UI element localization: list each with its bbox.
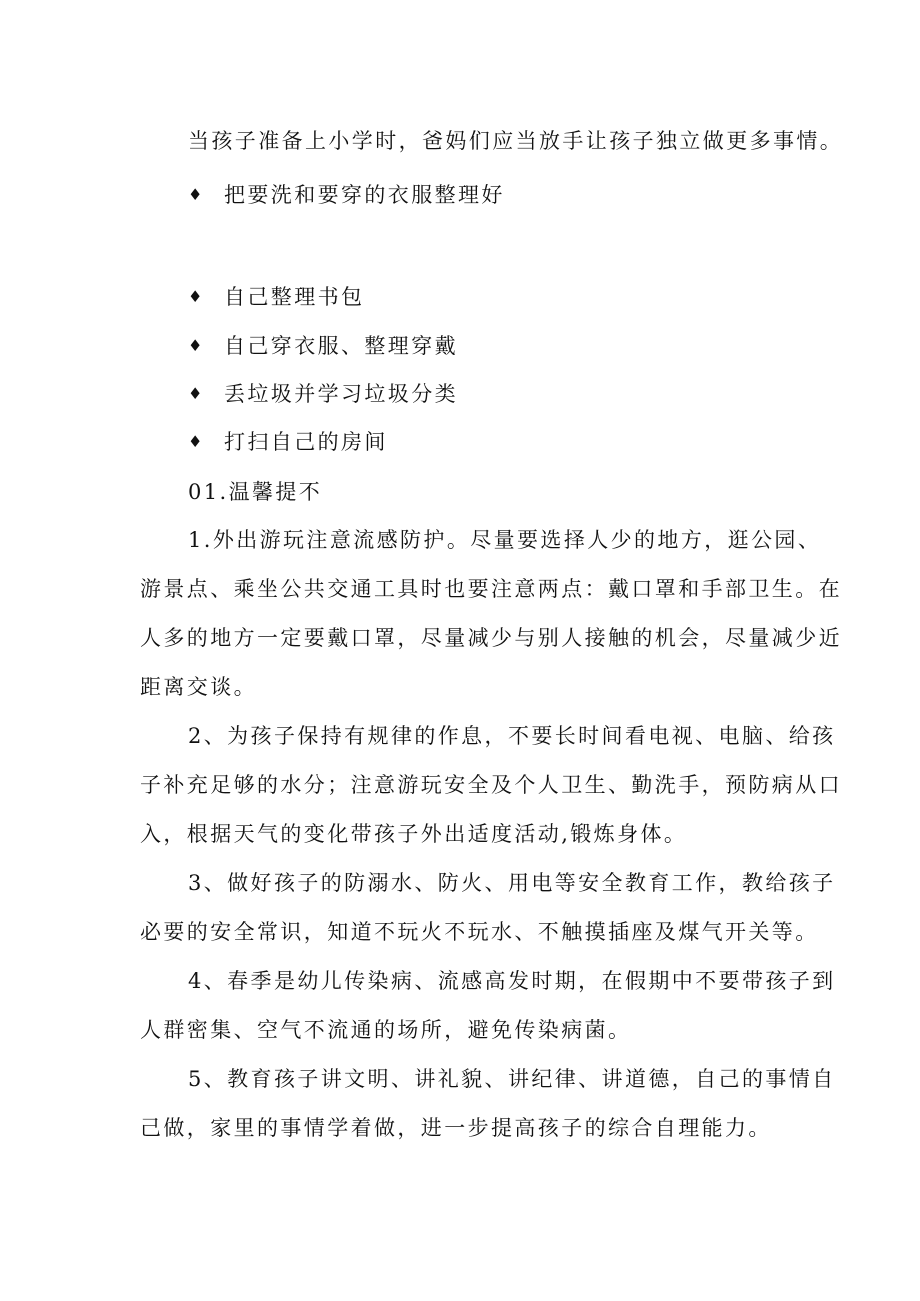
paragraph-line: 入，根据天气的变化带孩子外出适度活动,锻炼身体。: [140, 822, 688, 846]
diamond-bullet-icon: ♦: [188, 384, 203, 403]
paragraph-line: 距离交谈。: [140, 675, 257, 699]
paragraph-line: 3、做好孩子的防溺水、防火、用电等安全教育工作，教给孩子: [188, 871, 836, 895]
paragraph-line: 必要的安全常识，知道不玩火不玩水、不触摸插座及煤气开关等。: [140, 920, 819, 944]
paragraph-line: 4、春季是幼儿传染病、流感高发时期，在假期中不要带孩子到: [188, 969, 836, 993]
paragraph-line: 己做，家里的事情学着做，进一步提高孩子的综合自理能力。: [140, 1116, 772, 1140]
paragraph-line: 1.外出游玩注意流感防护。尽量要选择人少的地方，逛公园、: [188, 528, 822, 552]
paragraph-line: 2、为孩子保持有规律的作息，不要长时间看电视、电脑、给孩: [188, 724, 836, 748]
paragraph-line: 5、教育孩子讲文明、讲礼貌、讲纪律、讲道德，自己的事情自: [188, 1067, 836, 1091]
section-heading: 01.温馨提不: [188, 480, 323, 504]
paragraph-line: 人群密集、空气不流通的场所，避免传染病菌。: [140, 1018, 632, 1042]
list-item-text: 打扫自己的房间: [224, 430, 388, 454]
list-item-text: 把要洗和要穿的衣服整理好: [224, 183, 505, 207]
list-item-text: 自己整理书包: [224, 285, 365, 309]
paragraph-line: 人多的地方一定要戴口罩，尽量减少与别人接触的机会，尽量减少近: [140, 626, 842, 650]
paragraph-line: 游景点、乘坐公共交通工具时也要注意两点：戴口罩和手部卫生。在: [140, 577, 842, 601]
list-item-text: 自己穿衣服、整理穿戴: [224, 334, 458, 358]
diamond-bullet-icon: ♦: [188, 336, 203, 355]
list-item-text: 丢垃圾并学习垃圾分类: [224, 382, 458, 406]
intro-text: 当孩子准备上小学时，爸妈们应当放手让孩子独立做更多事情。: [188, 129, 844, 153]
diamond-bullet-icon: ♦: [188, 287, 203, 306]
diamond-bullet-icon: ♦: [188, 185, 203, 204]
diamond-bullet-icon: ♦: [188, 432, 203, 451]
paragraph-line: 子补充足够的水分；注意游玩安全及个人卫生、勤洗手，预防病从口: [140, 773, 842, 797]
